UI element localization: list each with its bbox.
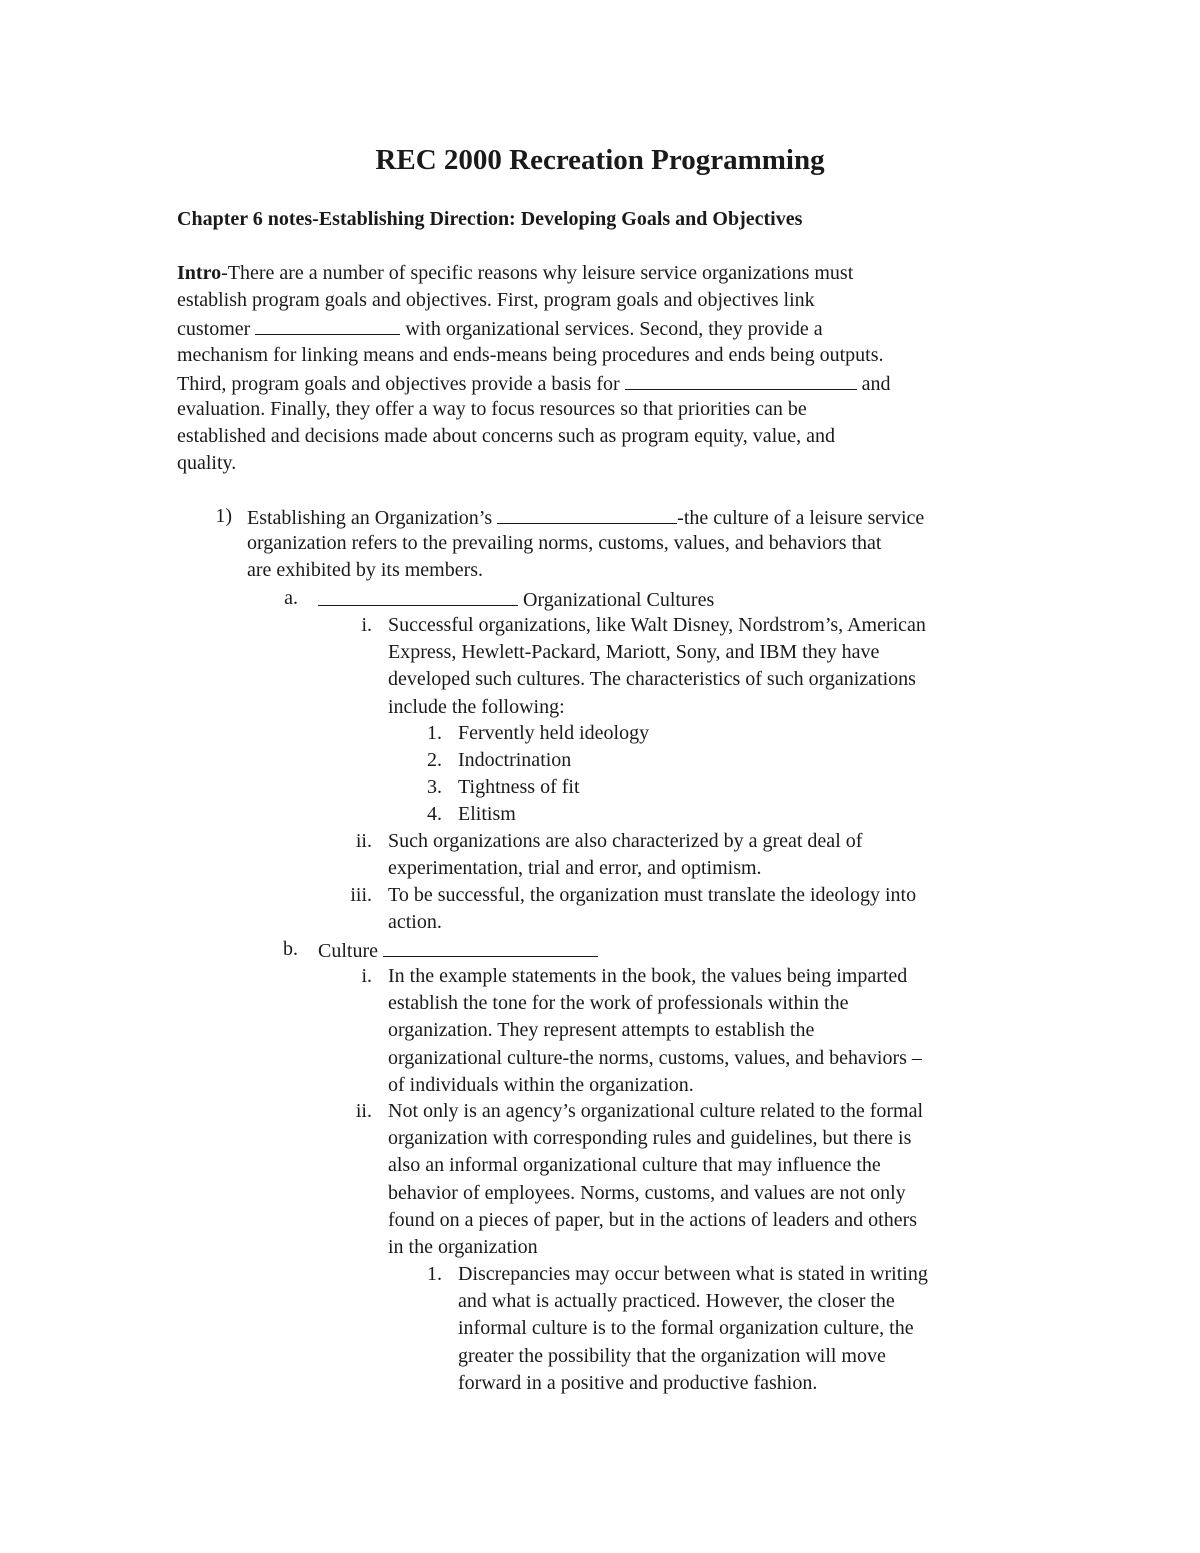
- fill-in-blank: [318, 585, 518, 606]
- fill-in-blank: [625, 369, 857, 390]
- document-title: REC 2000 Recreation Programming: [375, 144, 825, 176]
- fill-in-blank: [497, 503, 677, 524]
- fill-in-blank: [383, 936, 598, 957]
- intro-paragraph: Intro-There are a number of specific reasons why leisure service organizations must establish program goals and objectives. First, program goals and objectives link customer with organizational services. Second, they provide a mechanism for linking means and ends-means being procedures and ends being outputs. Third, program goals and objectives provide a basis for and evaluation. Finally, they offer a way to focus resources so that priorities can be established and decisions made about concerns such as program equity, value, and quality.: [177, 262, 891, 475]
- chapter-heading: Chapter 6 notes-Establishing Direction: Developing Goals and Objectives: [177, 208, 803, 230]
- intro-label: Intro: [177, 262, 222, 284]
- document-page: REC 2000 Recreation Programming Chapter 6 notes-Establishing Direction: Developing Goals and Objectives Intro-There are a number of specific reasons why leisure service organizations must establish program goals and objectives. First, program goals and objectives link customer with organizational services. Second, they provide a mechanism for linking means and ends-means being procedures and ends being outputs. Third, program goals and objectives provide a basis for and evaluation. Finally, they offer a way to focus resources so that priorities can be established and decisions made about concerns such as program equity, value, and quality. 1) Establishing an Organization’s -the culture of a leisure service organization refers to the prevailing norms, customs, values, and behaviors that are exhibited by its members. a. Organizational Cultures i. Successful organizations, like Walt Disney, Nordstrom’s, American Express, Hewlett-Packard, Mariott, Sony, and IBM they have developed such cultures. The characteristics of such organizations include the following: 1. Fervently held ideology 2. Indoctrination 3. Tightness of fit 4. Elitism ii. Such organizations are also characterized by a great deal of experimentation, trial and error, and optimism. iii. To be successful, the organization must translate the ideology into action. b. Culture i. In the example statements in the book, the values being imparted establish the tone for the work of professionals within the organization. They represent attempts to establish the organizational culture-the norms, customs, values, and behaviors – of individuals within the organization. ii. Not only is an agency’s organizational culture related to the formal organization with corresponding rules and guidelines, but there is also an informal organizational culture that may influence the behavior of employees. Norms, customs, and values are not only found on a pieces of paper, but in the actions of leaders and others in the organization 1. Discrepancies may occur between what is stated in writing and what is actually practiced. However, the closer the informal culture is to the formal organization culture, the greater the possibility that the organization will move forward in a positive and productive fashion.: [0, 0, 1200, 1553]
- fill-in-blank: [255, 314, 400, 335]
